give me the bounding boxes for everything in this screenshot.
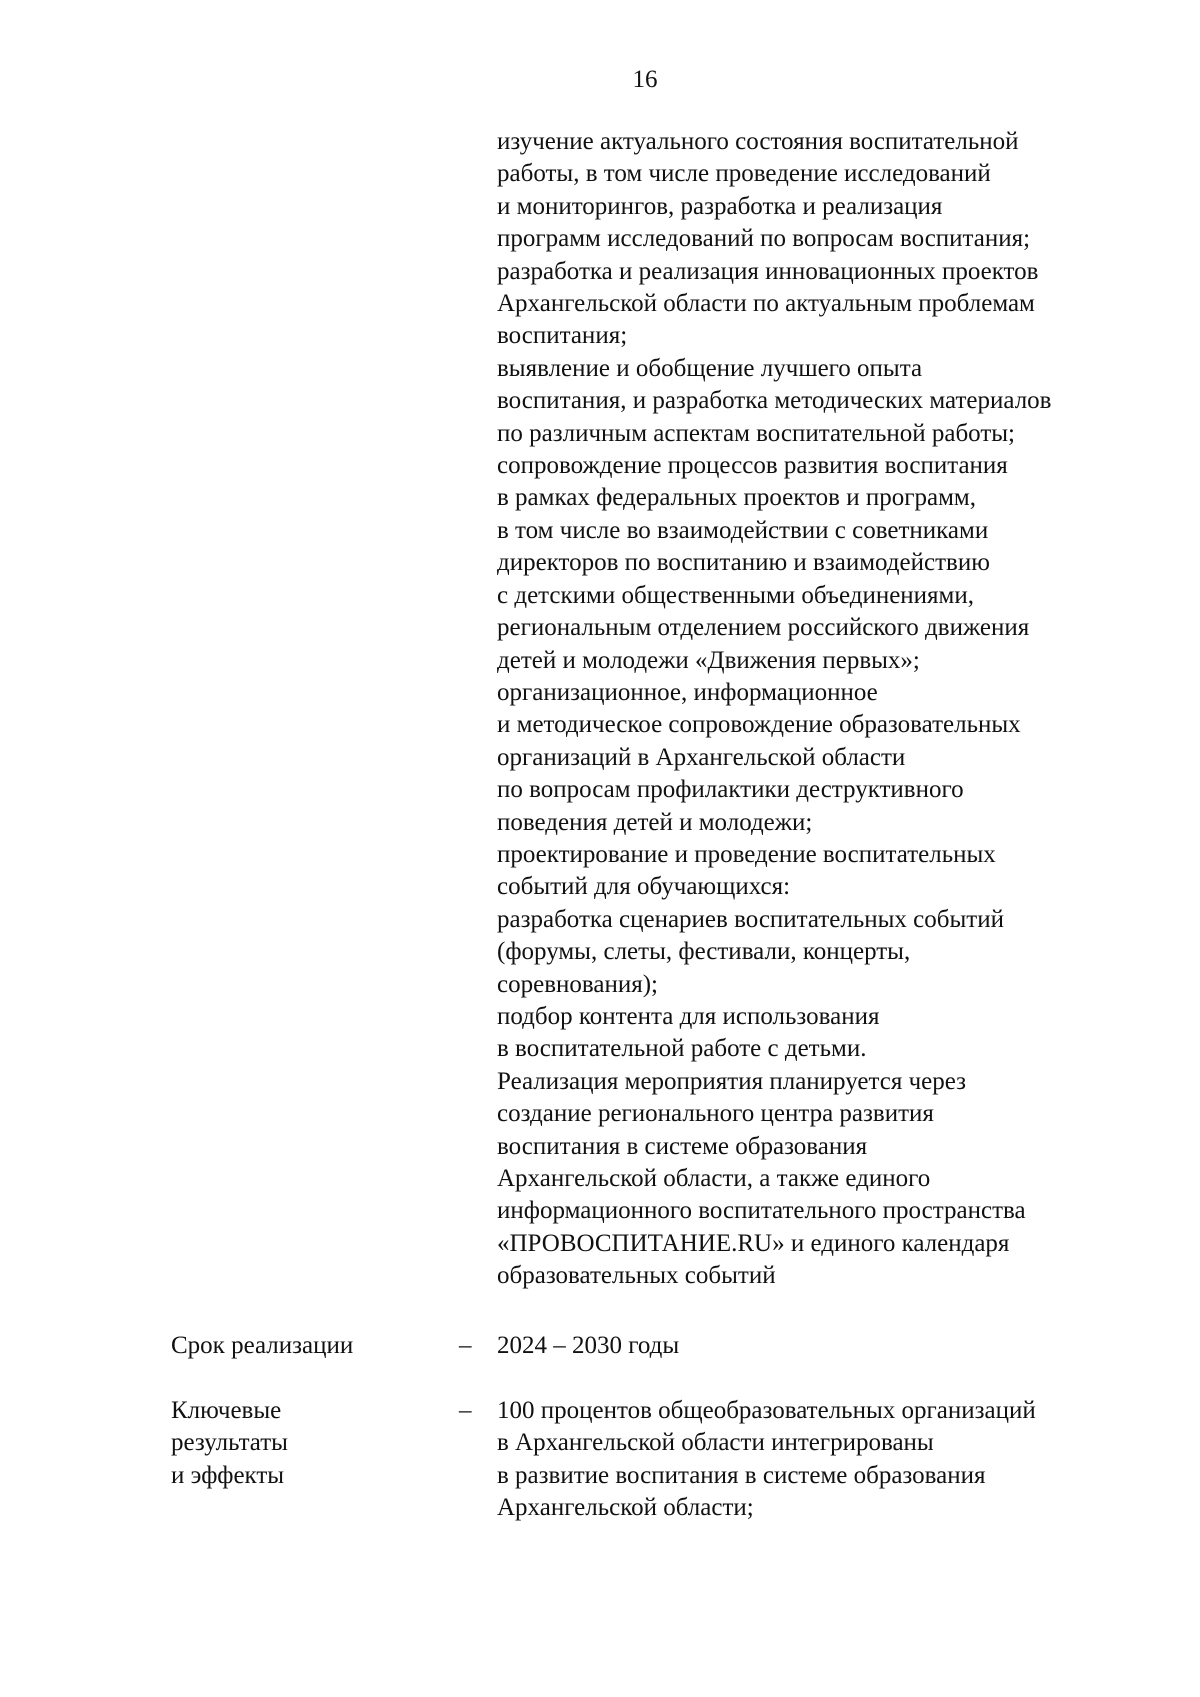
text-line: Архангельской области по актуальным проблемам (497, 290, 1035, 318)
period-value: 2024 – 2030 годы (497, 1332, 680, 1359)
text-line: разработка и реализация инновационных проектов (497, 257, 1039, 285)
text-line: воспитания, и разработка методических материалов (497, 387, 1052, 415)
period-label: Срок реализации (171, 1332, 354, 1359)
text-line: воспитания в системе образования (497, 1132, 868, 1160)
text-line: в воспитательной работе с детьми. (497, 1035, 867, 1063)
text-line: и мониторингов, разработка и реализация (497, 192, 943, 220)
text-line: детей и молодежи «Движения первых»; (497, 646, 920, 674)
text-line: работы, в том числе проведение исследований (497, 160, 991, 188)
results-label-line: и эффекты (171, 1461, 285, 1489)
text-line: региональным отделением российского движения (497, 614, 1030, 642)
results-value (497, 1395, 1157, 1525)
page-number: 16 (632, 66, 658, 93)
text-line: Архангельской области, а также единого (497, 1165, 931, 1192)
text-line: директоров по воспитанию и взаимодействию (497, 549, 990, 577)
period-dash: – (459, 1332, 472, 1359)
text-line: (форумы, слеты, фестивали, концерты, (497, 938, 911, 966)
results-value-line: Архангельской области; (497, 1494, 754, 1522)
text-line: поведения детей и молодежи; (497, 808, 813, 836)
results-label (171, 1395, 431, 1492)
text-line: в рамках федеральных проектов и программ, (497, 484, 976, 512)
results-label-line: Ключевые (171, 1397, 282, 1424)
text-line: «ПРОВОСПИТАНИЕ.RU» и единого календаря (497, 1229, 1010, 1257)
text-line: сопровождение процессов развития воспитания (497, 452, 1008, 480)
text-line: подбор контента для использования (497, 1002, 880, 1030)
results-value-line: в Архангельской области интегрированы (497, 1429, 934, 1457)
text-line: в том числе во взаимодействии с советниками (497, 516, 989, 544)
activity-description (497, 126, 1157, 1293)
text-line: изучение актуального состояния воспитательной (497, 128, 1019, 155)
text-line: выявление и обобщение лучшего опыта (497, 354, 923, 382)
text-line: соревнования); (497, 970, 658, 998)
text-line: и методическое сопровождение образовательных (497, 711, 1021, 739)
results-value-line: в развитие воспитания в системе образования (497, 1461, 986, 1489)
text-line: событий для обучающихся: (497, 873, 791, 901)
text-line: воспитания; (497, 322, 628, 350)
text-line: создание регионального центра развития (497, 1100, 934, 1128)
text-line: Реализация мероприятия планируется через (497, 1067, 967, 1095)
text-line: по различным аспектам воспитательной работы; (497, 419, 1016, 447)
text-line: с детскими общественными объединениями, (497, 581, 975, 609)
results-label-line: результаты (171, 1429, 288, 1457)
text-line: организационное, информационное (497, 678, 878, 706)
text-line: разработка сценариев воспитательных событий (497, 905, 1004, 933)
text-line: образовательных событий (497, 1262, 776, 1290)
text-line: проектирование и проведение воспитательных (497, 840, 996, 868)
results-dash: – (459, 1397, 472, 1424)
text-line: организаций в Архангельской области (497, 743, 906, 771)
text-line: программ исследований по вопросам воспитания; (497, 225, 1031, 253)
results-value-line: 100 процентов общеобразовательных организаций (497, 1397, 1036, 1424)
text-line: по вопросам профилактики деструктивного (497, 776, 964, 804)
text-line: информационного воспитательного пространства (497, 1197, 1026, 1225)
